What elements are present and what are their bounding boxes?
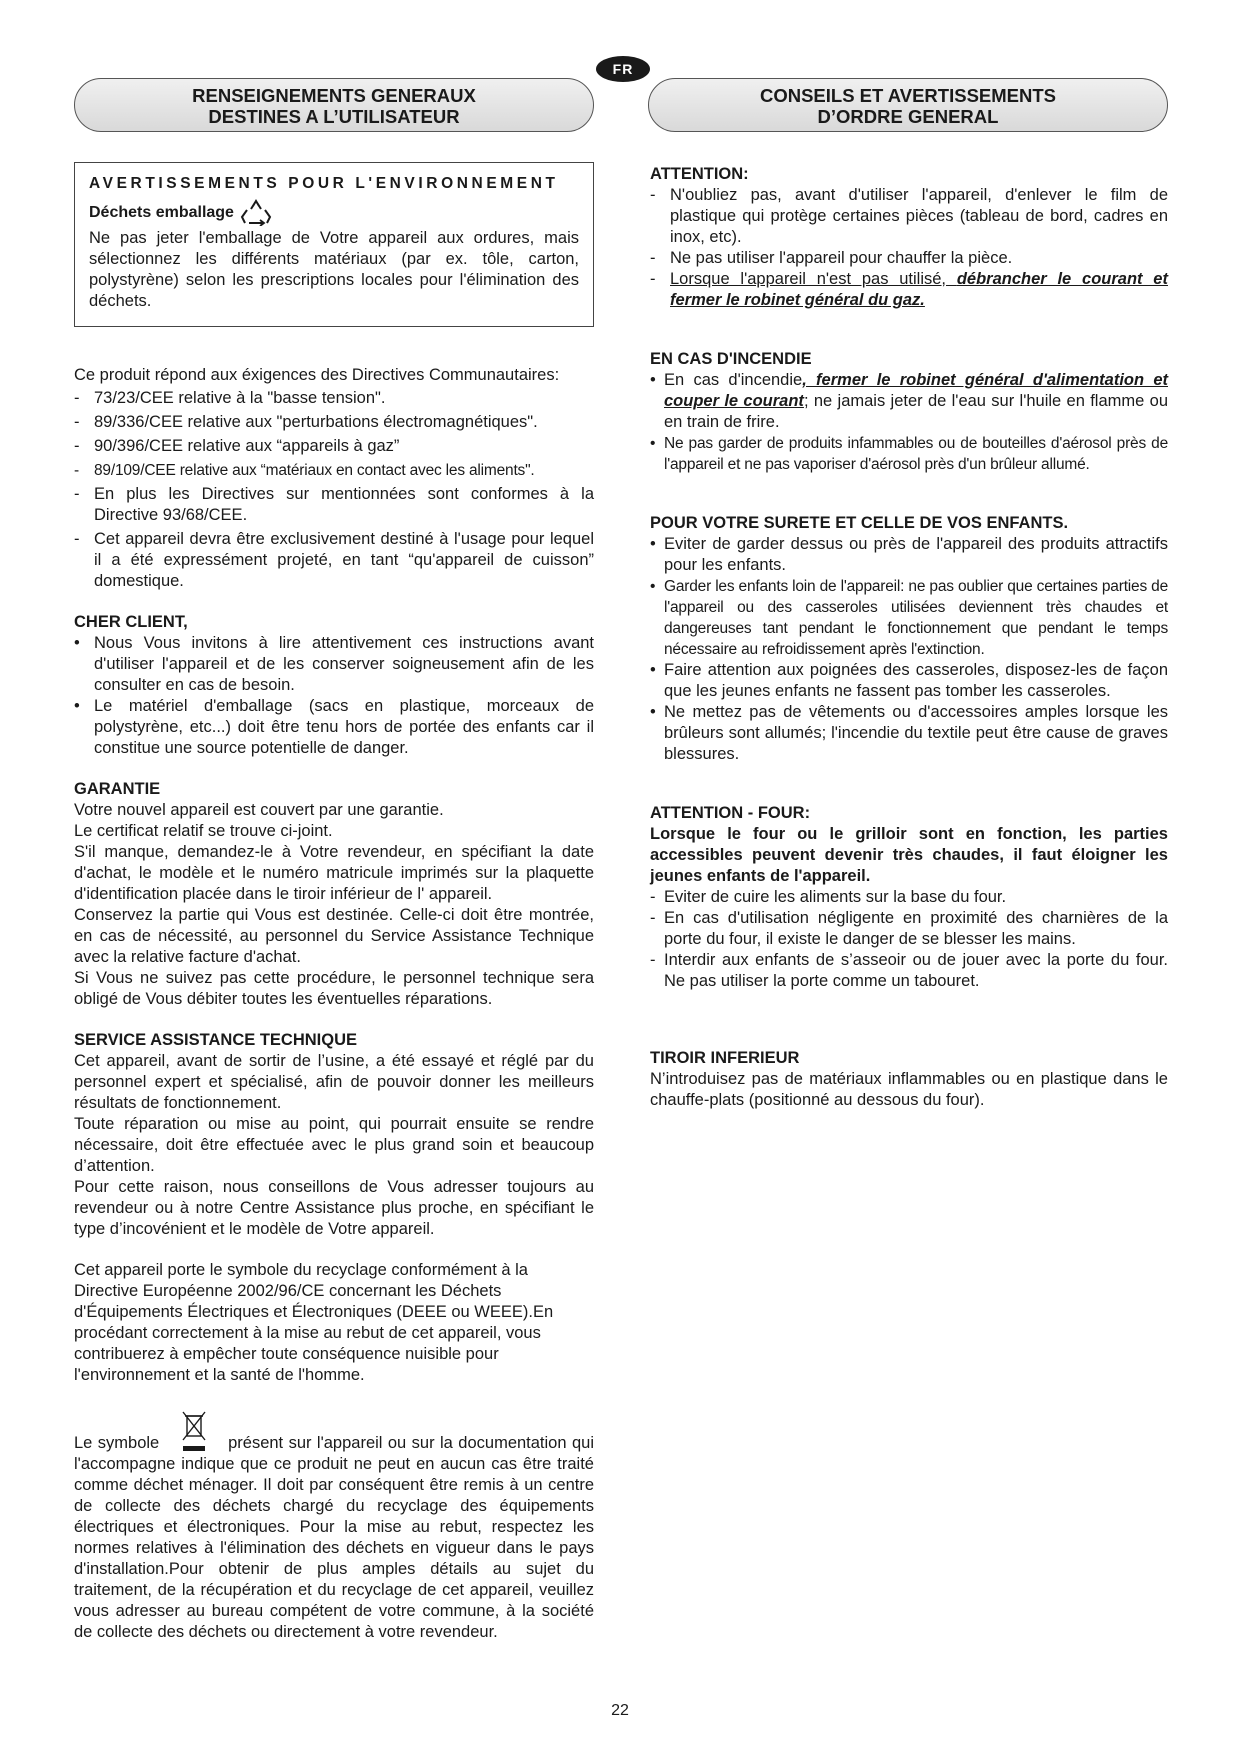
- weee-symbol-paragraph: [74, 1410, 594, 1643]
- incendie-heading: EN CAS D'INCENDIE: [650, 350, 812, 368]
- environment-title: AVERTISSEMENTS POUR L'ENVIRONNEMENT: [89, 175, 559, 192]
- list-item: - 89/336/CEE relative aux "perturbations électromagnétiques".: [74, 413, 538, 431]
- header-right-line1: CONSEILS ET AVERTISSEMENTS: [759, 85, 1057, 106]
- list-item: - N'oubliez pas, avant d'utiliser l'appareil, d'enlever le film de plastique qui protège certaines pièces (tableau de bord, cadres en inox, etc).: [650, 186, 1168, 246]
- attention-heading: ATTENTION:: [650, 165, 749, 183]
- section-header-right: [648, 78, 1168, 132]
- service-paragraph: Cet appareil, avant de sortir de l’usine, a été essayé et réglé par du personnel expert et spécialisé, afin de pouvoir donner les meilleurs résultats de fonctionnement.: [74, 1052, 594, 1112]
- four-warning: Lorsque le four ou le grilloir sont en fonction, les parties accessibles peuvent devenir très chaudes, il faut éloigner les jeunes enfants de l'appareil.: [650, 825, 1168, 885]
- incendie-list: [650, 370, 1168, 475]
- warning-emphasis: , fermer le robinet général d'alimentation et couper le courant: [664, 371, 1168, 410]
- surete-list: [650, 534, 1168, 765]
- warning-emphasis: débrancher le courant et fermer le robinet général du gaz.: [670, 270, 1168, 309]
- directives-intro: Ce produit répond aux éxigences des Directives Communautaires:: [74, 366, 560, 384]
- environment-box: [74, 162, 594, 327]
- attention-list: [650, 185, 1168, 311]
- weee-paragraph: Cet appareil porte le symbole du recyclage conformément à la Directive Européenne 2002/96/CE concernant les Déchets d'Équipements Électriques et Électroniques (DEEE ou WEEE).En procédant correctement à la mise au rebut de cet appareil, vous contribuerez à empêcher toute conséquence nuisible pour l'environnement et la santé de l'homme.: [74, 1261, 554, 1384]
- list-item: - En plus les Directives sur mentionnées sont conformes à la Directive 93/68/CEE.: [74, 485, 594, 524]
- left-column: [74, 162, 594, 1643]
- four-heading: ATTENTION - FOUR:: [650, 804, 811, 822]
- list-item: - 89/109/CEE relative aux “matériaux en contact avec les aliments".: [74, 462, 535, 479]
- packaging-subtitle-text: Déchets emballage: [89, 203, 234, 221]
- garantie-paragraph: Conservez la partie qui Vous est destinée. Celle-ci doit être montrée, en cas de nécessité, au personnel du Service Assistance Technique avec la relative facture d'achat.: [74, 906, 594, 966]
- weee-symbol-lead: Le symbole: [74, 1434, 160, 1452]
- list-item: - 73/23/CEE relative à la "basse tension".: [74, 389, 386, 407]
- list-item: - Eviter de cuire les aliments sur la base du four.: [650, 888, 1007, 906]
- weee-symbol-text: présent sur l'appareil ou sur la documentation qui l'accompagne indique que ce produit ne peut en aucun cas être traité comme déchet ménager. Il doit par conséquent être remis à un centre de collecte des déchets chargé du recyclage des équipements électriques et électroniques. Pour la mise au rebut, respectez les normes relatives à l'élimination des déchets en vigueur dans le pays d'installation.Pour obtenir de plus amples détails au sujet du traitement, de la récupération et du recyclage de cet appareil, veuillez vous adresser au bureau compétent de votre commune, à la société de collecte des déchets ou directement à votre revendeur.: [74, 1434, 594, 1641]
- list-item: • Garder les enfants loin de l'appareil: ne pas oublier que certaines parties de l'appareil ou des casseroles utilisées deviennent très chaudes et dangereuses tant pendant le fonctionnement que pendant le temps nécessaire au refroidissement après l'extinction.: [650, 578, 1168, 658]
- service-paragraph: Pour cette raison, nous conseillons de Vous adresser toujours au revendeur ou à notre Centre Assistance plus proche, en spécifiant le type d’incovénient et le modèle de Votre appareil.: [74, 1178, 594, 1238]
- service-heading: SERVICE ASSISTANCE TECHNIQUE: [74, 1031, 357, 1049]
- garantie-paragraph: S'il manque, demandez-le à Votre revendeur, en spécifiant la date d'achat, le modèle et le numéro matricule imprimés sur la plaquette d'identification placée dans le tiroir inférieur de l' appareil.: [74, 843, 594, 903]
- list-item: - Interdir aux enfants de s’asseoir ou de jouer avec la porte du four. Ne pas utiliser la porte comme un tabouret.: [650, 951, 1168, 990]
- directives-list: [74, 388, 594, 592]
- client-heading: CHER CLIENT,: [74, 613, 188, 631]
- surete-heading: POUR VOTRE SURETE ET CELLE DE VOS ENFANTS.: [650, 514, 1069, 532]
- list-item: • Nous Vous invitons à lire attentivement ces instructions avant d'utiliser l'appareil et de les conserver soigneusement afin de les consulter en cas de besoin.: [74, 634, 594, 694]
- garantie-paragraph: Votre nouvel appareil est couvert par une garantie.: [74, 801, 444, 819]
- recycle-icon: [240, 198, 272, 226]
- language-badge: FR: [596, 56, 650, 82]
- crossed-bin-icon: [175, 1410, 213, 1454]
- client-list: [74, 633, 594, 759]
- garantie-paragraph: Si Vous ne suivez pas cette procédure, le personnel technique sera obligé de Vous débiter toutes les éventuelles réparations.: [74, 969, 594, 1008]
- list-item: - 90/396/CEE relative aux “appareils à gaz”: [74, 437, 400, 455]
- page-number: 22: [611, 1702, 629, 1719]
- garantie-heading: GARANTIE: [74, 780, 161, 798]
- list-item: • Faire attention aux poignées des casseroles, disposez-les de façon que les jeunes enfants ne fassent pas tomber les casseroles.: [650, 661, 1168, 700]
- garantie-paragraph: Le certificat relatif se trouve ci-joint.: [74, 822, 333, 840]
- list-item: - Cet appareil devra être exclusivement destiné à l'usage pour lequel il a été expressément projeté, en tant “qu'appareil de cuisson” domestique.: [74, 530, 594, 590]
- environment-text: Ne pas jeter l'emballage de Votre appareil aux ordures, mais sélectionnez les différents matériaux (par ex. tôle, carton, polystyrène) selon les prescriptions locales pour l'élimination des déchets.: [89, 229, 579, 310]
- list-item: - Lorsque l'appareil n'est pas utilisé, débrancher le courant et fermer le robinet général du gaz.: [650, 270, 1168, 309]
- packaging-subtitle: [89, 198, 579, 226]
- list-item: • En cas d'incendie, fermer le robinet général d'alimentation et couper le courant; ne jamais jeter de l'eau sur l'huile en flamme ou en train de frire.: [650, 371, 1168, 431]
- list-item: • Ne pas garder de produits infammables ou de bouteilles d'aérosol près de l'appareil et ne pas vaporiser d'aérosol près d'un brûleur allumé.: [650, 435, 1168, 473]
- list-item: • Ne mettez pas de vêtements ou d'accessoires amples lorsque les brûleurs sont allumés; l'incendie du textile peut être cause de graves blessures.: [650, 703, 1168, 763]
- header-left-line2: DESTINES A L’UTILISATEUR: [208, 106, 460, 127]
- service-paragraph: Toute réparation ou mise au point, qui pourrait ensuite se rendre nécessaire, doit être effectuée avec le plus grand soin et beaucoup d’attention.: [74, 1115, 594, 1175]
- right-column: [650, 164, 1168, 1111]
- header-left-line1: RENSEIGNEMENTS GENERAUX: [192, 85, 476, 106]
- section-header-left: [74, 78, 594, 132]
- four-list: [650, 887, 1168, 992]
- tiroir-heading: TIROIR INFERIEUR: [650, 1049, 800, 1067]
- tiroir-text: N’introduisez pas de matériaux inflammables ou en plastique dans le chauffe-plats (positionné au dessous du four).: [650, 1070, 1168, 1109]
- list-item: • Le matériel d'emballage (sacs en plastique, morceaux de polystyrène, etc...) doit être tenu hors de portée des enfants car il constitue une source potentielle de danger.: [74, 697, 594, 757]
- list-item: • Eviter de garder dessus ou près de l'appareil des produits attractifs pour les enfants.: [650, 535, 1168, 574]
- list-item: - En cas d'utilisation négligente en proximité des charnières de la porte du four, il existe le danger de se blesser les mains.: [650, 909, 1168, 948]
- list-item: - Ne pas utiliser l'appareil pour chauffer la pièce.: [650, 249, 1013, 267]
- header-right-line2: D’ORDRE GENERAL: [817, 106, 999, 127]
